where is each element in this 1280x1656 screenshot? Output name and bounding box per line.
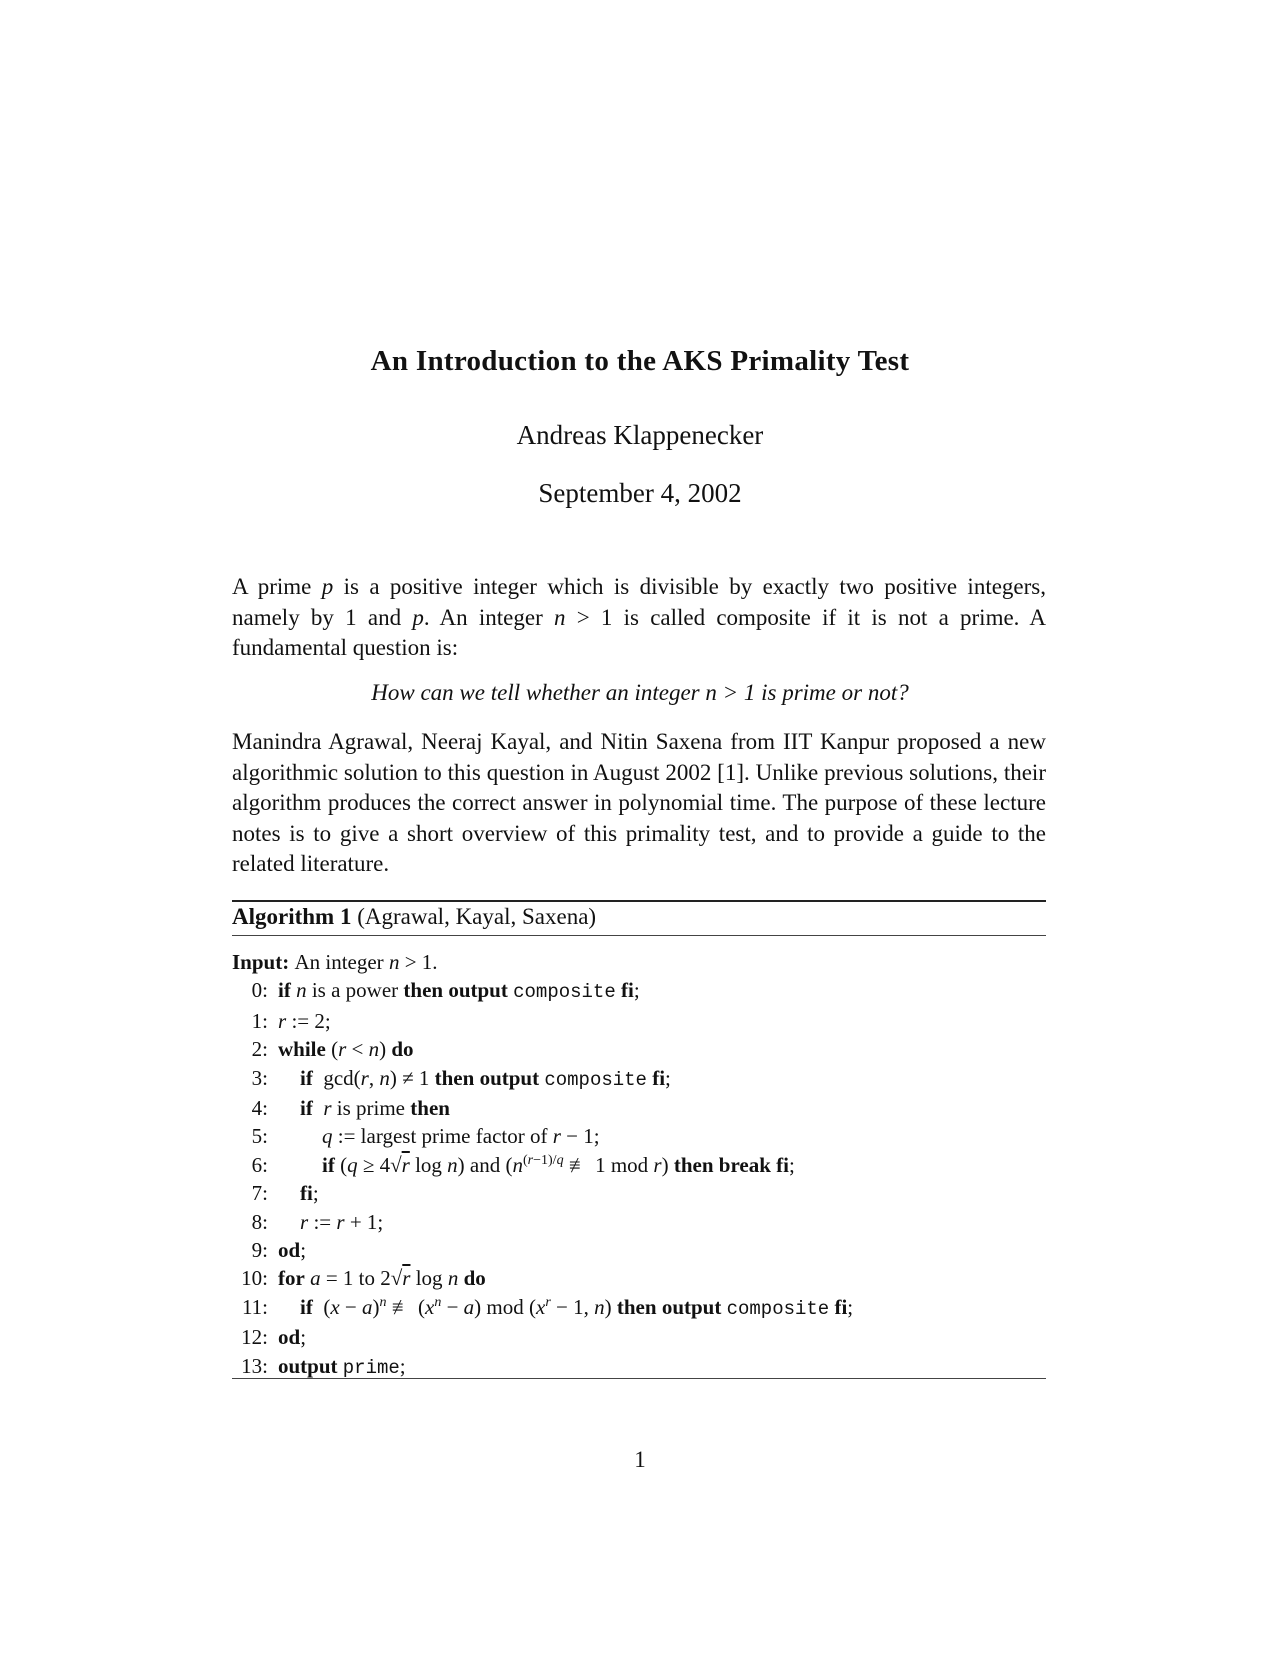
algorithm-line-6: 6: if (q ≥ 4√r log n) and ($n^{(r-1)/q}$ ≢ 1 mod r) then break fi; (232, 1151, 1046, 1179)
page-number: 1 (634, 1447, 646, 1472)
algorithm-bottom-rule (232, 1378, 1046, 1379)
algorithm-line-11: 11: if $(x - a)^n$ ≢ $(x^n - a)$ mod ($x^r - 1$, n) then output composite fi; (232, 1293, 1046, 1323)
keyword: if (300, 1096, 313, 1121)
literal: composite (544, 1068, 647, 1091)
literal: composite (726, 1297, 830, 1320)
algorithm-mid-rule (232, 935, 1046, 936)
line-number: 8: (251, 1209, 268, 1234)
keyword: od (278, 1238, 301, 1263)
math-var: n (553, 604, 566, 630)
author-name: Andreas Klappenecker (516, 420, 764, 450)
input-text: An integer n > 1. (289, 950, 438, 974)
line-number: 5: (251, 1124, 268, 1149)
text-run: is a positive integer which is divisible by exactly two positive integers, namely by 1 and (232, 574, 1046, 630)
line-number: 0: (251, 978, 268, 1003)
keyword: output (448, 978, 508, 1003)
intro-paragraph (232, 572, 1046, 664)
algorithm-top-rule (232, 900, 1046, 902)
keyword: then (616, 1294, 657, 1319)
algorithm-line-7: 7: fi; (232, 1179, 1046, 1207)
line-number: 10: (241, 1266, 268, 1291)
keyword: output (278, 1353, 338, 1378)
keyword: fi (652, 1065, 666, 1090)
keyword: then (410, 1096, 450, 1121)
keyword: fi (776, 1152, 789, 1177)
keyword: do (391, 1037, 414, 1062)
algorithm-body (232, 948, 1046, 1382)
math-var: p (412, 604, 424, 630)
algorithm-line-12: 12: od; (232, 1323, 1046, 1351)
math-var: p (321, 574, 334, 599)
algorithm-heading (232, 904, 596, 930)
line-number: 11: (241, 1294, 268, 1319)
line-number: 6: (251, 1152, 268, 1177)
overview-paragraph: Manindra Agrawal, Neeraj Kayal, and Nitin Saxena from IIT Kanpur proposed a new algorithmic solution to this question in August 2002 [1]. Unlike previous solutions, their algorithm produces the correct answer in polynomial time. The purpose of these lecture notes is to give a short overview of this primality test, and to provide a guide to the related literature. (232, 729, 1046, 876)
keyword: fi (620, 978, 634, 1003)
keyword: fi (300, 1181, 313, 1206)
keyword: for (278, 1266, 305, 1291)
keyword: if (300, 1294, 313, 1319)
literal: prime (342, 1356, 400, 1379)
text-run: A prime (232, 574, 322, 599)
line-number: 7: (251, 1181, 268, 1206)
line-number: 4: (251, 1096, 268, 1121)
keyword: output (479, 1065, 540, 1090)
algorithm-line-8: 8: r := r + 1; (232, 1208, 1046, 1236)
line-number: 1: (251, 1008, 268, 1033)
line-number: 9: (251, 1238, 268, 1263)
keyword: do (463, 1266, 486, 1291)
line-number: 2: (251, 1037, 268, 1062)
literal: composite (513, 981, 616, 1004)
algorithm-line-3: 3: if gcd(r, n) ≠ 1 then output composite fi; (232, 1064, 1046, 1094)
keyword: if (300, 1065, 313, 1090)
line-number: 13: (241, 1353, 268, 1378)
algorithm-line-13: 13: output prime; (232, 1352, 1046, 1382)
central-question: How can we tell whether an integer n > 1 is prime or not? (371, 680, 909, 705)
keyword: then (673, 1152, 714, 1177)
algorithm-line-2: 2: while (r < n) do (232, 1035, 1046, 1063)
line-number: 12: (241, 1325, 268, 1350)
keyword: output (661, 1294, 722, 1319)
keyword: while (278, 1037, 326, 1062)
algorithm-input (232, 948, 1046, 976)
keyword: fi (834, 1294, 848, 1319)
line-number: 3: (251, 1065, 268, 1090)
keyword: if (322, 1152, 335, 1177)
algorithm-line-10: 10: for a = 1 to 2√r log n do (232, 1264, 1046, 1292)
input-label: Input: (232, 950, 290, 974)
algorithm-line-1: 1: r := 2; (232, 1007, 1046, 1035)
text-run: > 1 is called composite if it is not a prime. A fundamental question is: (232, 604, 1046, 660)
keyword: if (278, 978, 291, 1003)
algorithm-line-9: 9: od; (232, 1236, 1046, 1264)
algorithm-line-0: 0: if n is a power then output composite fi; (232, 976, 1046, 1006)
keyword: od (278, 1325, 301, 1350)
algorithm-caption: (Agrawal, Kayal, Saxena) (351, 904, 597, 929)
algorithm-line-5: 5: q := largest prime factor of r − 1; (232, 1122, 1046, 1150)
publication-date: September 4, 2002 (538, 478, 742, 508)
algorithm-line-4: 4: if r is prime then (232, 1094, 1046, 1122)
text-run: . An integer (423, 604, 554, 630)
algorithm-label: Algorithm 1 (232, 904, 352, 929)
keyword: then (403, 978, 444, 1003)
paper-title: An Introduction to the AKS Primality Test (370, 345, 910, 377)
keyword: break (718, 1152, 771, 1177)
keyword: then (434, 1065, 475, 1090)
